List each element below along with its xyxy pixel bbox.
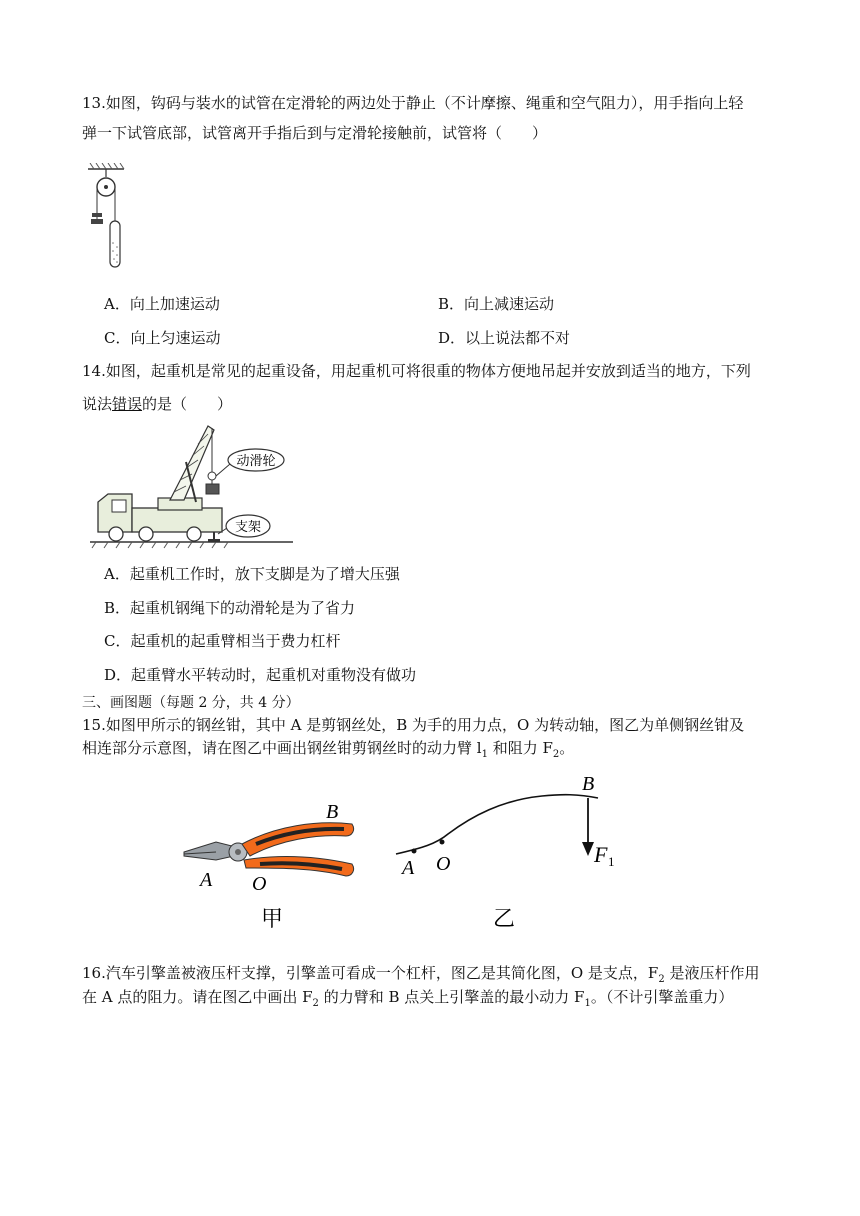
option-letter: A． <box>104 295 130 313</box>
q14-option-d[interactable] <box>104 664 416 685</box>
q13-option-d[interactable] <box>438 327 570 348</box>
option-letter: B． <box>104 599 131 617</box>
q14-underlined-word: 错误 <box>112 395 143 413</box>
q15-stem-text: 和阻力 F <box>487 739 553 757</box>
option-text: 起重机钢绳下的动滑轮是为了省力 <box>130 599 356 617</box>
figure-caption-jia: 甲 <box>260 906 284 931</box>
subscript: 2 <box>552 749 560 760</box>
option-letter: A． <box>104 565 130 583</box>
q16-stem-text: 是液压杆作用 <box>664 964 760 982</box>
force-label-f: F <box>594 842 608 867</box>
q13-pulley-figure <box>84 163 132 273</box>
q13-stem-line2: 弹一下试管底部，试管离开手指后到与定滑轮接触前，试管将（ ） <box>82 124 548 142</box>
q13-option-b[interactable] <box>438 293 554 314</box>
pulley-callout-label: 动滑轮 <box>236 453 276 468</box>
option-letter: C． <box>104 329 131 347</box>
point-label-o: O <box>252 873 267 895</box>
subscript: 1 <box>584 998 591 1009</box>
point-label-a: A <box>402 857 415 879</box>
q15-stem-line2 <box>82 738 574 765</box>
q15-stem-line1: 15.如图甲所示的钢丝钳，其中 A 是剪钢丝处，B 为手的用力点，O 为转动轴，图乙为单侧钢丝钳及 <box>82 716 745 734</box>
q14-stem-line2 <box>82 394 232 414</box>
q15-figure-jia-pliers <box>176 794 366 934</box>
q15-stem-text: 相连部分示意图，请在图乙中画出钢丝钳剪钢丝时的动力臂 l <box>82 739 482 757</box>
option-text: 向上减速运动 <box>464 295 555 313</box>
subscript: 2 <box>658 974 665 985</box>
point-label-o: O <box>436 853 451 875</box>
figure-caption-yi: 乙 <box>492 906 516 931</box>
support-callout-label: 支架 <box>234 519 262 534</box>
q13-option-c[interactable] <box>104 327 221 348</box>
option-letter: D． <box>438 329 466 347</box>
q14-stem-text: 的是（ ） <box>142 395 233 413</box>
q16-stem-text: 的力臂和 B 点关上引擎盖的最小动力 F <box>318 988 585 1006</box>
q15-stem-text: 。 <box>559 739 575 757</box>
q14-option-c[interactable] <box>104 630 341 651</box>
point-label-a: A <box>200 869 213 891</box>
force-label-subscript: 1 <box>608 854 615 869</box>
q16-stem-text: 。（不计引擎盖重力） <box>590 988 734 1006</box>
option-text: 起重机的起重臂相当于费力杠杆 <box>130 632 341 650</box>
q14-option-a[interactable] <box>104 563 400 584</box>
q13-stem-line1: 13.如图，钩码与装水的试管在定滑轮的两边处于静止（不计摩擦、绳重和空气阻力），用手指向上轻 <box>82 94 744 112</box>
option-text: 起重机工作时，放下支脚是为了增大压强 <box>129 565 400 583</box>
option-text: 以上说法都不对 <box>465 329 571 347</box>
q14-stem-text: 说法 <box>82 395 113 413</box>
section-heading: 三、画图题（每题 2 分，共 4 分） <box>82 695 300 711</box>
option-letter: D． <box>104 666 132 684</box>
point-label-b: B <box>326 801 339 823</box>
q13-option-a[interactable] <box>104 293 220 314</box>
q16-stem-line2 <box>82 987 733 1014</box>
option-text: 向上匀速运动 <box>130 329 221 347</box>
q16-stem-line1 <box>82 963 760 990</box>
option-letter: C． <box>104 632 131 650</box>
q15-figure-yi-lever <box>392 768 622 934</box>
q14-option-b[interactable] <box>104 597 355 618</box>
subscript: 1 <box>481 749 488 760</box>
q14-stem-line1: 14.如图，起重机是常见的起重设备，用起重机可将很重的物体方便地吊起并安放到适当的地方，下列 <box>82 362 751 380</box>
q16-stem-text: 在 A 点的阻力。请在图乙中画出 F <box>82 988 313 1006</box>
option-letter: B． <box>438 295 465 313</box>
q16-stem-text: 16.汽车引擎盖被液压杆支撑，引擎盖可看成一个杠杆，图乙是其简化图，O 是支点，F <box>82 964 659 982</box>
point-label-b: B <box>582 773 595 795</box>
q14-crane-figure <box>88 422 298 550</box>
option-text: 向上加速运动 <box>129 295 220 313</box>
subscript: 2 <box>312 998 319 1009</box>
option-text: 起重臂水平转动时，起重机对重物没有做功 <box>131 666 417 684</box>
